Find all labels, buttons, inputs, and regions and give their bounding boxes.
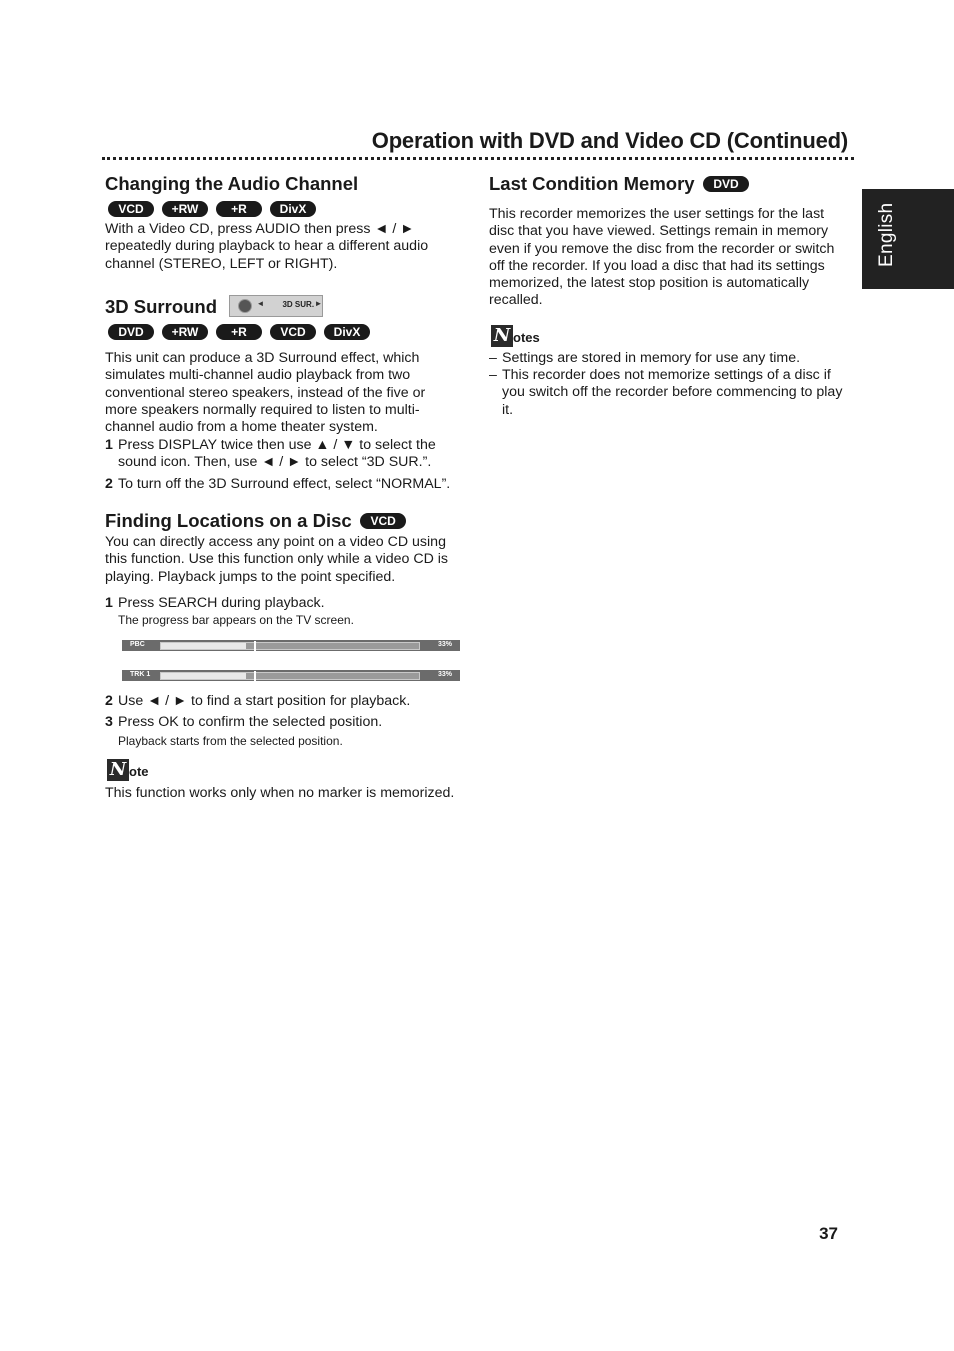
disc-badge: VCD bbox=[270, 324, 316, 340]
step-number: 3 bbox=[105, 714, 113, 730]
note-text: This function works only when no marker is memorized. bbox=[105, 785, 455, 801]
step-text: Press DISPLAY twice then use ▲ / ▼ to select the sound icon. Then, use ◄ / ► to select “3D SUR.”. bbox=[118, 437, 436, 471]
last-condition-heading-row bbox=[489, 173, 749, 195]
finding-text: You can directly access any point on a video CD using this function. Use this function only while a video CD is playing. Playback jumps to the point specified. bbox=[105, 534, 449, 585]
progress-percent: 33% bbox=[437, 641, 452, 648]
disc-badge: VCD bbox=[360, 513, 406, 529]
audio-channel-badges bbox=[108, 201, 316, 217]
note-icon: N bbox=[107, 759, 129, 781]
disc-badge: DVD bbox=[108, 324, 154, 340]
language-tab-label: English bbox=[876, 202, 897, 267]
progress-track bbox=[160, 672, 420, 680]
note-item bbox=[489, 367, 849, 419]
disc-badge: +RW bbox=[162, 201, 208, 217]
progress-track bbox=[160, 642, 420, 650]
page-title: Operation with DVD and Video CD (Continued) bbox=[371, 128, 848, 153]
surround-badges bbox=[108, 324, 370, 340]
progress-bar-pbc bbox=[122, 640, 460, 651]
surround-osd-display bbox=[229, 295, 323, 317]
step-text: Use ◄ / ► to find a start position for playback. bbox=[118, 693, 411, 709]
title-divider bbox=[102, 157, 854, 160]
step-number: 2 bbox=[105, 693, 113, 709]
step-text: To turn off the 3D Surround effect, select “NORMAL”. bbox=[118, 476, 451, 492]
notes-header bbox=[491, 325, 540, 347]
note-icon: N bbox=[491, 325, 513, 347]
osd-label: 3D SUR. bbox=[282, 299, 315, 309]
disc-badge: +R bbox=[216, 324, 262, 340]
surround-heading: 3D Surround bbox=[105, 296, 218, 317]
step-number: 1 bbox=[105, 595, 113, 611]
step-number: 1 bbox=[105, 437, 113, 453]
note-dash: – bbox=[489, 367, 497, 383]
note-label: otes bbox=[513, 330, 540, 345]
note-item bbox=[489, 350, 849, 367]
step-number: 2 bbox=[105, 476, 113, 492]
arrow-left-icon: ◄ bbox=[256, 298, 265, 308]
surround-heading-row bbox=[105, 296, 323, 320]
page-number: 37 bbox=[819, 1224, 838, 1243]
disc-badge: DVD bbox=[703, 176, 749, 192]
surround-step-1 bbox=[105, 437, 460, 472]
note-dash: – bbox=[489, 350, 497, 366]
finding-heading-row bbox=[105, 510, 406, 532]
audio-channel-heading: Changing the Audio Channel bbox=[105, 173, 359, 194]
last-condition-text: This recorder memorizes the user settings for the last disc that you have viewed. Settings remain in memory even if you remove the disc from the recorder or switch off the recorder. If you load a disc that had its settings memorized, the latest stop position is automatically recalled. bbox=[489, 206, 835, 309]
step-text: Press SEARCH during playback. bbox=[118, 595, 325, 611]
note-label: ote bbox=[129, 764, 149, 779]
disc-badge: VCD bbox=[108, 201, 154, 217]
audio-channel-text: With a Video CD, press AUDIO then press ◄ / ► repeatedly during playback to hear a different audio channel (STEREO, LEFT or RIGHT). bbox=[105, 221, 429, 272]
step-text: Press OK to confirm the selected position. bbox=[118, 714, 383, 730]
note-header bbox=[107, 759, 149, 781]
progress-tag: TRK 1 bbox=[130, 671, 151, 678]
last-condition-heading: Last Condition Memory bbox=[489, 173, 695, 194]
finding-heading: Finding Locations on a Disc bbox=[105, 510, 352, 531]
progress-bar-track bbox=[122, 670, 460, 681]
speaker-icon bbox=[238, 299, 252, 313]
surround-text: This unit can produce a 3D Surround effect, which simulates multi-channel audio playback from two conventional stereo speakers, instead of the five or more speakers normally required to listen to multi-channel audio from a home theater system. bbox=[105, 350, 426, 436]
finding-step-2 bbox=[105, 693, 460, 710]
disc-badge: +R bbox=[216, 201, 262, 217]
progress-fill bbox=[161, 643, 246, 649]
finding-step-1 bbox=[105, 595, 460, 612]
step-subtext: The progress bar appears on the TV screen. bbox=[118, 613, 354, 627]
language-tab bbox=[862, 189, 954, 289]
progress-percent: 33% bbox=[437, 671, 452, 678]
disc-badge: DivX bbox=[270, 201, 316, 217]
progress-knob bbox=[254, 641, 256, 651]
finding-step-3 bbox=[105, 714, 460, 731]
disc-badge: DivX bbox=[324, 324, 370, 340]
surround-step-2 bbox=[105, 476, 470, 493]
note-item-text: This recorder does not memorize settings of a disc if you switch off the recorder before commencing to play it. bbox=[502, 367, 843, 418]
arrow-right-icon: ► bbox=[314, 298, 323, 308]
note-item-text: Settings are stored in memory for use any time. bbox=[502, 350, 801, 366]
disc-badge: +RW bbox=[162, 324, 208, 340]
progress-knob bbox=[254, 671, 256, 681]
progress-fill bbox=[161, 673, 246, 679]
progress-tag: PBC bbox=[130, 641, 145, 648]
step-subtext: Playback starts from the selected position. bbox=[118, 734, 343, 748]
